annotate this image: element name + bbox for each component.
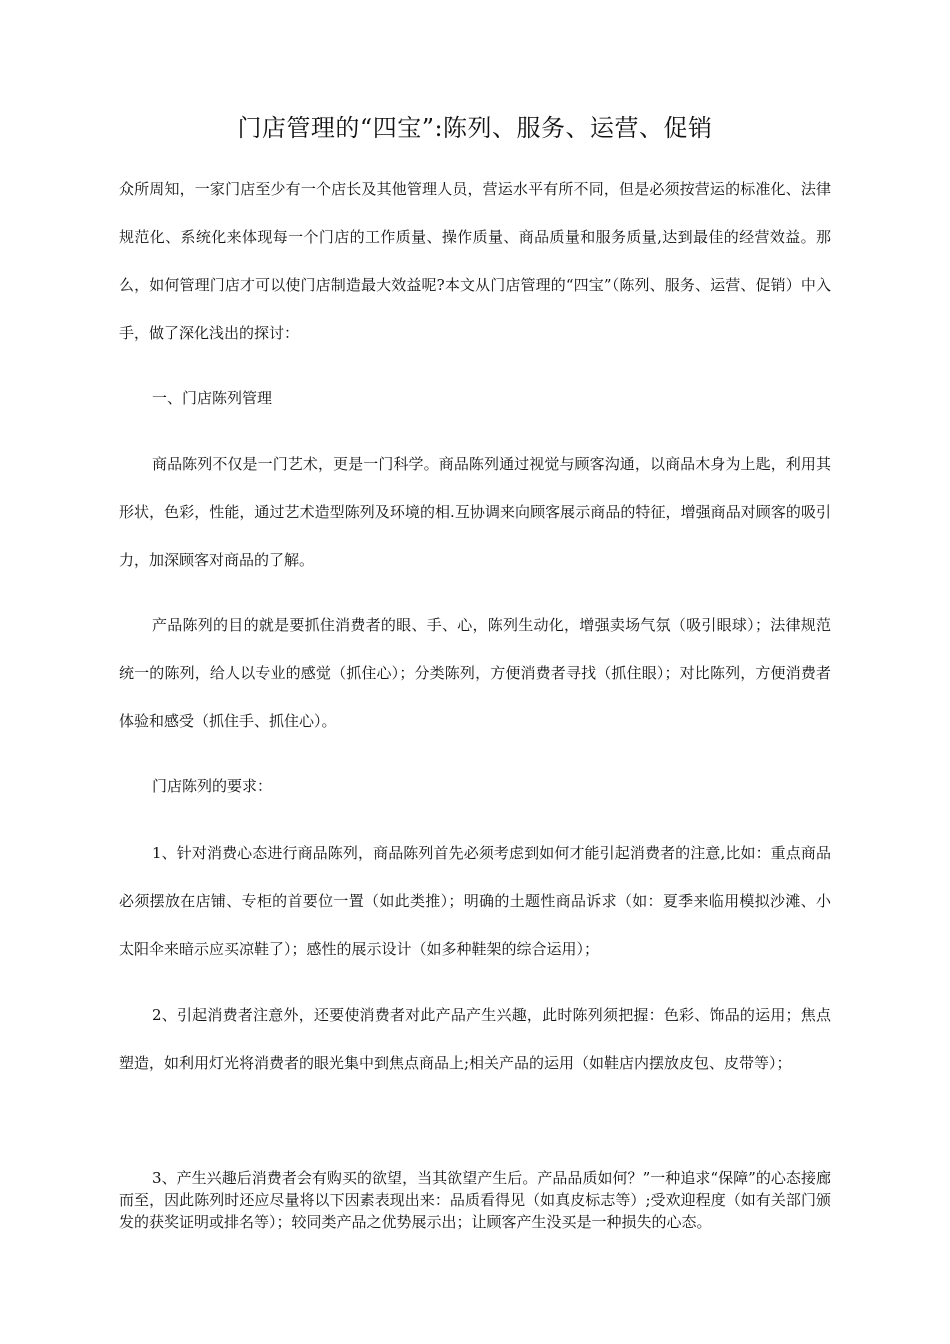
document-title: 门店管理的“四宝”:陈列、服务、运营、促销 (237, 114, 713, 142)
requirements-heading: 门店陈列的要求： (152, 777, 273, 795)
display-purpose-paragraph: 产品陈列的目的就是要抓住消费者的眼、手、心，陈列生动化，增强卖场气氛（吸引眼球）；法律规范统一的陈列，给人以专业的感觉（抓住心）；分类陈列，方便消费者寻找（抓住眼）；对比陈列，方便消费者体验和感受（抓住手、抓住心）。 (119, 616, 831, 730)
intro-paragraph: 众所周知，一家门店至少有一个店长及其他管理人员，营运水平有所不同，但是必须按营运的标准化、法律规范化、系统化来体现每一个门店的工作质量、操作质量、商品质量和服务质量,达到最佳的经营效益。那么，如何管理门店才可以使门店制造最大效益呢?本文从门店管理的“四宝”（陈列、服务、运营、促销）中入手，做了深化浅出的探讨： (119, 180, 831, 342)
requirement-3-paragraph: 3、产生兴趣后消费者会有购买的欲望，当其欲望产生后。产品品质如何？”一种追求“保障”的心态接廊而至，因此陈列时还应尽量将以下因素表现出来：品质看得见（如真皮标志等）;受欢迎程度（如有关部门颁发的获奖证明或排名等）；较同类产品之优势展示出；让顾客产生没买是一种损失的心态。 (119, 1169, 831, 1231)
requirement-1-paragraph: 1、针对消费心态进行商品陈列，商品陈列首先必须考虑到如何才能引起消费者的注意,比如：重点商品必须摆放在店铺、专柜的首要位一置（如此类推）；明确的土题性商品诉求（如：夏季来临用模拟沙滩、小太阳伞来暗示应买凉鞋了）；感性的展示设计（如多种鞋架的综合运用）； (119, 844, 831, 958)
requirement-2-paragraph: 2、引起消费者注意外，还要使消费者对此产品产生兴趣，此时陈列须把握：色彩、饰品的运用；焦点塑造，如利用灯光将消费者的眼光集中到焦点商品上;相关产品的运用（如鞋店内摆放皮包、皮带等）； (119, 1006, 831, 1072)
section-heading-display: 一、门店陈列管理 (152, 389, 273, 407)
display-art-paragraph: 商品陈列不仅是一门艺术，更是一门科学。商品陈列通过视觉与顾客沟通，以商品木身为上匙，利用其形状，色彩，性能，通过艺术造型陈列及环境的相.互协调来向顾客展示商品的特征，增强商品对顾客的吸引力，加深顾客对商品的了解。 (119, 455, 831, 569)
